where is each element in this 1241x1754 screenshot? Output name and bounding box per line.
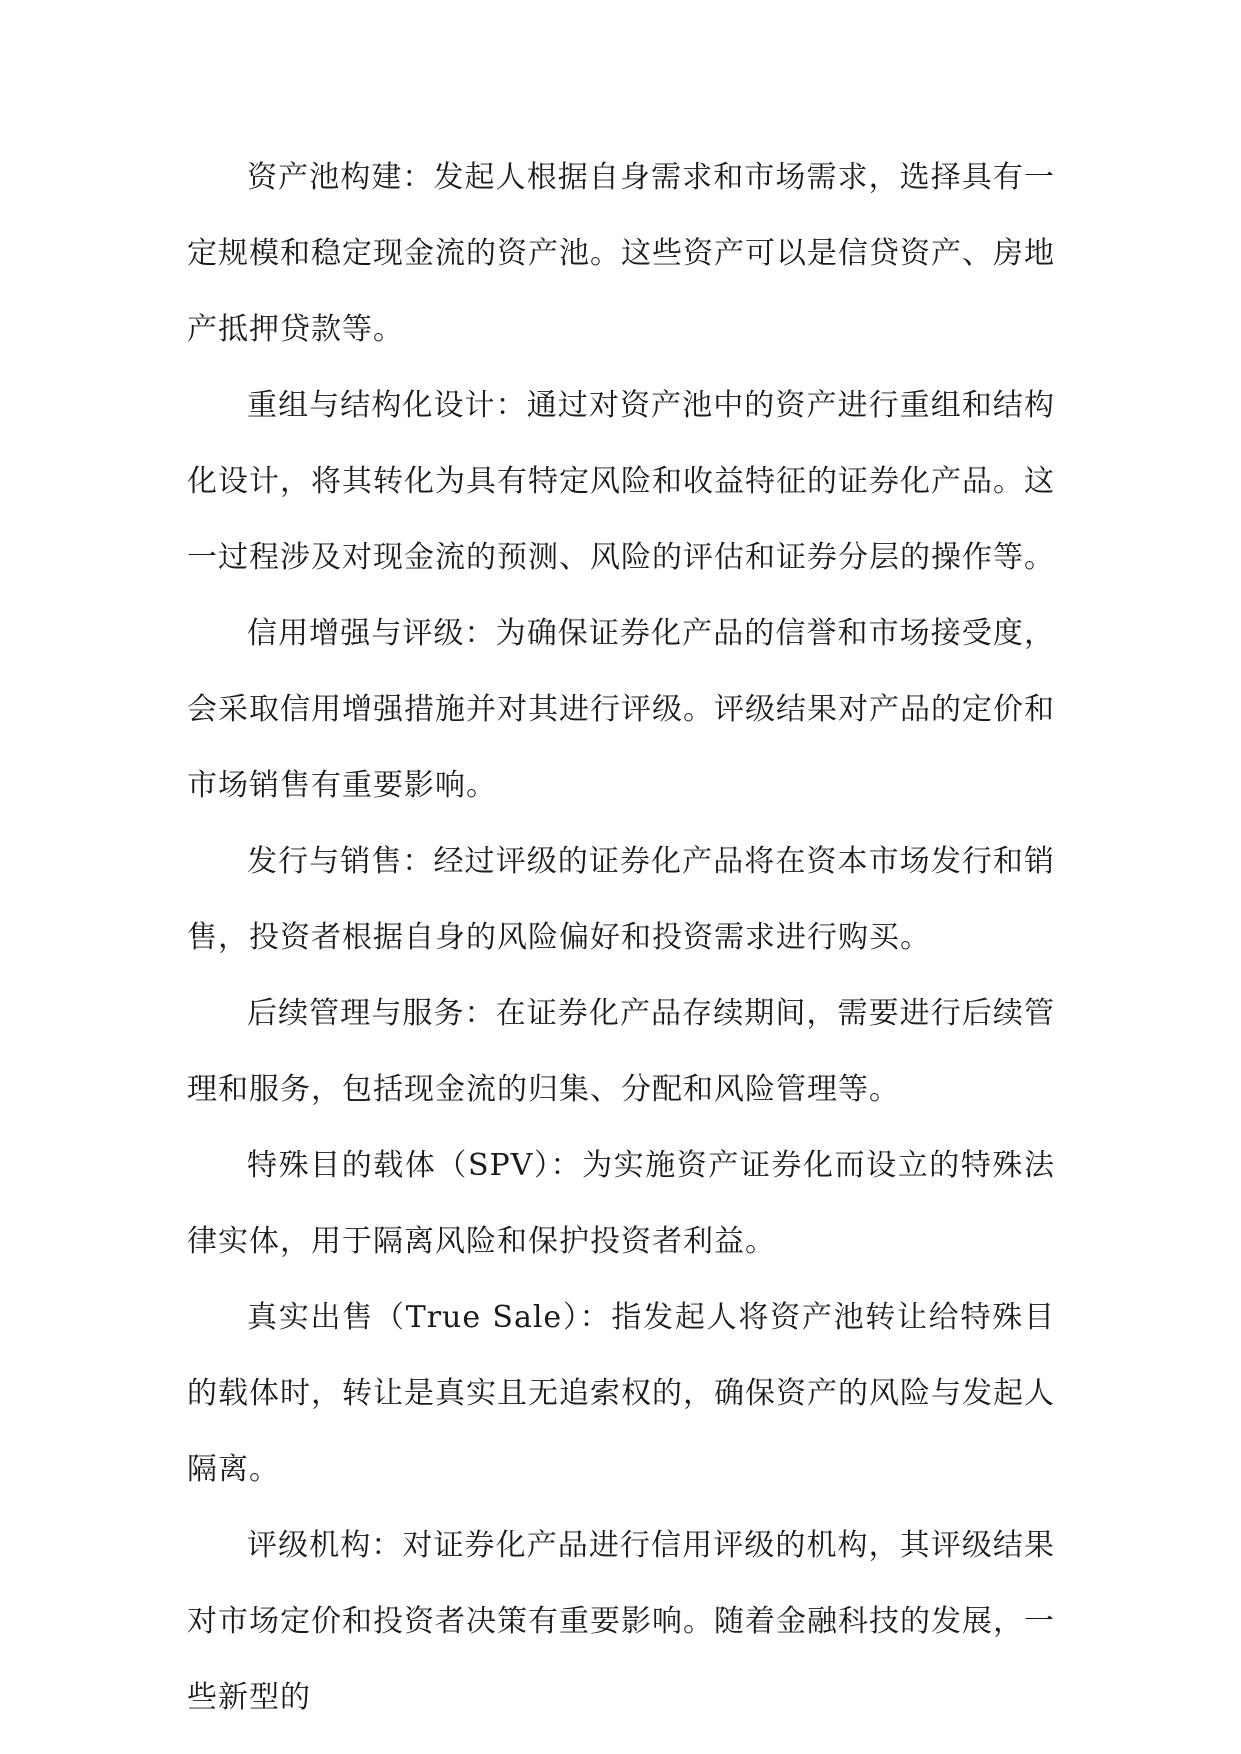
paragraph-asset-pool: 资产池构建：发起人根据自身需求和市场需求，选择具有一定规模和稳定现金流的资产池。这些资产可以是信贷资产、房地产抵押贷款等。 <box>187 160 1055 347</box>
paragraph-restructuring: 重组与结构化设计：通过对资产池中的资产进行重组和结构化设计，将其转化为具有特定风险和收益特征的证券化产品。这一过程涉及对现金流的预测、风险的评估和证券分层的操作等。 <box>187 388 1055 575</box>
paragraph-issuance: 发行与销售：经过评级的证券化产品将在资本市场发行和销售，投资者根据自身的风险偏好和投资需求进行购买。 <box>187 844 1055 955</box>
paragraph-spv: 特殊目的载体（SPV）：为实施资产证券化而设立的特殊法律实体，用于隔离风险和保护投资者利益。 <box>187 1148 1055 1259</box>
document-body <box>187 140 1055 1736</box>
paragraph-rating-agency: 评级机构：对证券化产品进行信用评级的机构，其评级结果对市场定价和投资者决策有重要影响。随着金融科技的发展，一些新型的 <box>187 1528 1055 1715</box>
paragraph-credit-enhancement: 信用增强与评级：为确保证券化产品的信誉和市场接受度，会采取信用增强措施并对其进行评级。评级结果对产品的定价和市场销售有重要影响。 <box>187 616 1055 803</box>
paragraph-true-sale: 真实出售（True Sale）：指发起人将资产池转让给特殊目的载体时，转让是真实且无追索权的，确保资产的风险与发起人隔离。 <box>187 1300 1055 1487</box>
paragraph-servicing: 后续管理与服务：在证券化产品存续期间，需要进行后续管理和服务，包括现金流的归集、分配和风险管理等。 <box>187 996 1055 1107</box>
